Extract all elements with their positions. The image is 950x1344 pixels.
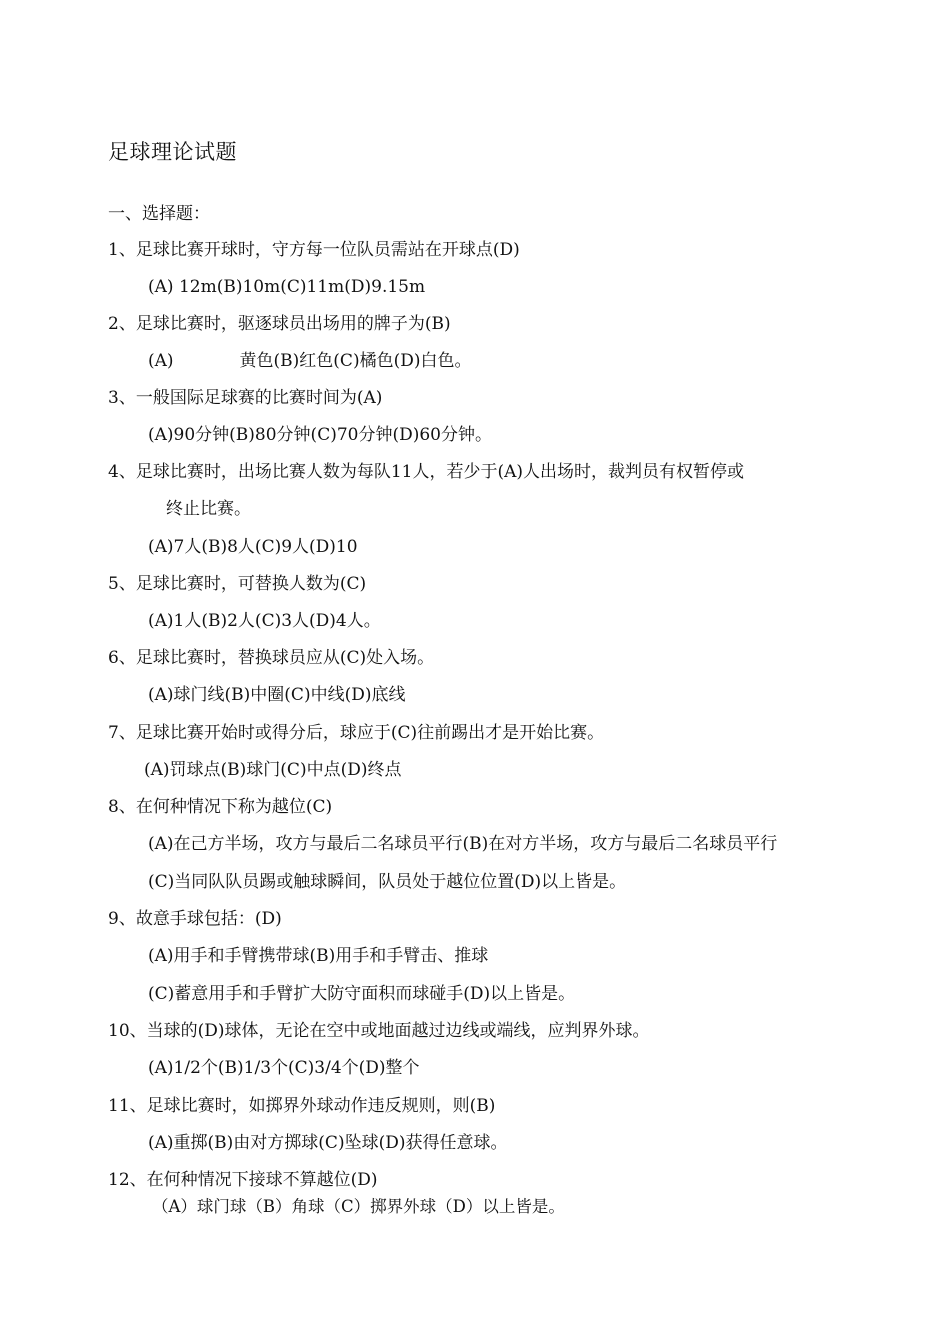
question-1: 1、足球比赛开球时，守方每一位队员需站在开球点(D) (108, 240, 520, 260)
options-2-text: 黄色(B)红色(C)橘色(D)白色。 (239, 351, 472, 371)
document-title: 足球理论试题 (108, 140, 237, 164)
options-8-line-1: (A)在己方半场，攻方与最后二名球员平行(B)在对方半场，攻方与最后二名球员平行 (148, 834, 778, 854)
options-12: （A）球门球（B）角球（C）掷界外球（D）以上皆是。 (152, 1197, 565, 1216)
options-3: (A)90分钟(B)80分钟(C)70分钟(D)60分钟。 (148, 425, 492, 445)
options-10: (A)1/2个(B)1/3个(C)3/4个(D)整个 (148, 1058, 420, 1078)
question-4-continued: 终止比赛。 (166, 499, 251, 519)
section-heading: 一、选择题： (108, 204, 210, 224)
options-8-line-2: (C)当同队队员踢或触球瞬间，队员处于越位位置(D)以上皆是。 (148, 872, 627, 892)
options-5: (A)1人(B)2人(C)3人(D)4人。 (148, 611, 381, 631)
options-9-line-1: (A)用手和手臂携带球(B)用手和手臂击、推球 (148, 946, 489, 966)
options-11: (A)重掷(B)由对方掷球(C)坠球(D)获得任意球。 (148, 1133, 508, 1153)
question-8: 8、在何种情况下称为越位(C) (108, 797, 333, 817)
options-2-label: (A) (148, 351, 174, 371)
question-9: 9、故意手球包括：(D) (108, 909, 282, 929)
question-7: 7、足球比赛开始时或得分后，球应于(C)往前踢出才是开始比赛。 (108, 723, 605, 743)
options-7: (A)罚球点(B)球门(C)中点(D)终点 (144, 760, 402, 780)
question-2: 2、足球比赛时，驱逐球员出场用的牌子为(B) (108, 314, 451, 334)
options-2 (148, 349, 471, 373)
question-5: 5、足球比赛时，可替换人数为(C) (108, 574, 367, 594)
question-11: 11、足球比赛时，如掷界外球动作违反规则，则(B) (108, 1096, 496, 1116)
question-12: 12、在何种情况下接球不算越位(D) (108, 1170, 378, 1190)
question-10: 10、当球的(D)球体，无论在空中或地面越过边线或端线，应判界外球。 (108, 1021, 650, 1041)
question-6: 6、足球比赛时，替换球员应从(C)处入场。 (108, 648, 435, 668)
question-3: 3、一般国际足球赛的比赛时间为(A) (108, 388, 383, 408)
question-4: 4、足球比赛时，出场比赛人数为每队11人，若少于(A)人出场时，裁判员有权暂停或 (108, 462, 744, 482)
options-4: (A)7人(B)8人(C)9人(D)10 (148, 537, 358, 557)
options-6: (A)球门线(B)中圈(C)中线(D)底线 (148, 685, 406, 705)
options-9-line-2: (C)蓄意用手和手臂扩大防守面积而球碰手(D)以上皆是。 (148, 984, 576, 1004)
options-1: (A) 12m(B)10m(C)11m(D)9.15m (148, 277, 426, 297)
